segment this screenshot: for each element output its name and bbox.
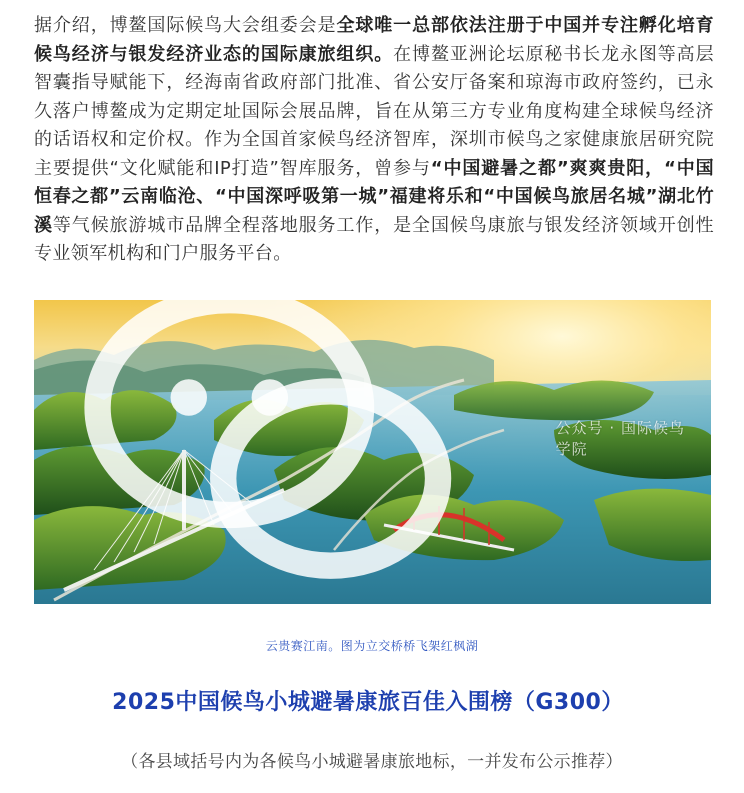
landscape-photo	[34, 300, 711, 604]
section-note: （各县域括号内为各候鸟小城避暑康旅地标，一并发布公示推荐）	[121, 752, 623, 772]
organization-highlight: 全球唯一总部依法注册于中国并专注孵化培育候鸟经济与银发经济业态的国际康旅组织。	[34, 15, 715, 65]
watermark-text: 公众号 · 国际候鸟学院	[555, 419, 685, 458]
section-heading: 2025中国候鸟小城避暑康旅百佳入围榜（G300）	[112, 690, 624, 715]
wechat-icon	[34, 300, 550, 590]
intro-text: 据介绍，博鳌国际候鸟大会组委会是	[34, 15, 337, 36]
body-text: 在博鳌亚洲论坛原秘书长龙永图等高层智囊指导赋能下，经海南省政府部门批准、省公安厅备案和琼海市政府签约，已永久落户博鳌成为定期定址国际会展品牌，旨在从第三方专业角度构建全球候鸟经济的话语权和定价权。作为全国首家候鸟经济智库，深圳市候鸟之家健康旅居研究院主要提供“文化赋能和IP打造”智库服务，曾参与	[34, 43, 714, 179]
photo-caption: 云贵赛江南。图为立交桥桥飞架红枫湖	[265, 639, 479, 653]
photo-watermark	[34, 300, 689, 590]
article-paragraph	[34, 12, 714, 269]
city-brands-highlight: “中国避暑之都”爽爽贵阳，“中国恒春之都”云南临沧、“中国深呼吸第一城”福建将乐和“中国候鸟旅居名城”湖北竹溪	[34, 157, 715, 236]
closing-text: 等气候旅游城市品牌全程落地服务工作，是全国候鸟康旅与银发经济领域开创性专业领军机构和门户服务平台。	[34, 214, 714, 264]
